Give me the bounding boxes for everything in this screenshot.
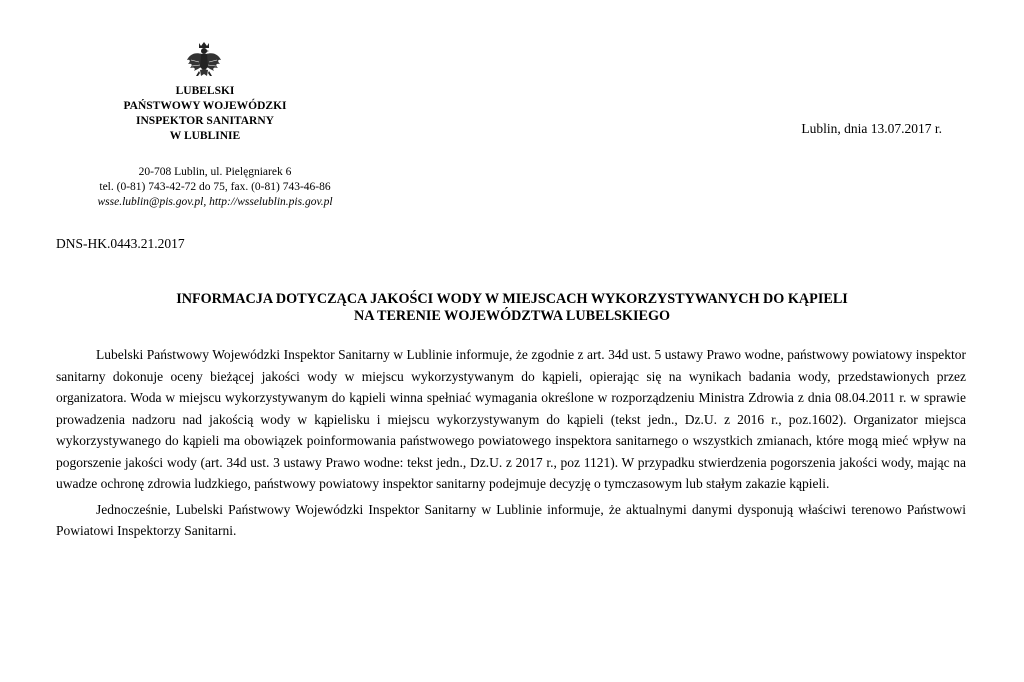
office-line: LUBELSKI — [175, 85, 235, 97]
document-title — [40, 291, 984, 325]
document-body — [56, 344, 966, 546]
letter-date: Lublin, dnia 13.07.2017 r. — [801, 121, 942, 136]
office-line: INSPEKTOR SANITARNY — [136, 115, 274, 127]
issuing-office — [90, 84, 320, 144]
phone-fax: tel. (0-81) 743-42-72 do 75, fax. (0-81) 743-46-86 — [99, 181, 331, 193]
office-line: W LUBLINIE — [169, 130, 241, 142]
eagle-emblem-icon — [185, 40, 223, 84]
office-line: PAŃSTWOWY WOJEWÓDZKI — [123, 100, 287, 112]
body-paragraph: Lubelski Państwowy Wojewódzki Inspektor Sanitarny w Lublinie informuje, że zgodnie z art. 34d ust. 5 ustawy Prawo wodne, państwowy powiatowy inspektor sanitarny dokonuje oceny bieżącej jakości wody w miejscu wykorzystywanym do kąpieli, opierając się na wynikach badania wody, przedstawionych przez organizatora. Woda w miejscu wykorzystywanym do kąpieli winna spełniać wymagania określone w rozporządzeniu Ministra Zdrowia z dnia 08.04.2011 r. w sprawie prowadzenia nadzoru nad jakością wody w kąpielisku i miejscu wykorzystywanym do kąpieli (tekst jedn., Dz.U. z 2016 r., poz.1602). Organizator miejsca wykorzystywanego do kąpieli ma obowiązek poinformowania państwowego powiatowego inspektora sanitarnego o wszystkich zmianach, które mogą mieć wpływ na pogorszenie jakości wody (art. 34d ust. 3 ustawy Prawo wodne: tekst jedn., Dz.U. z 2017 r., poz 1121). W przypadku stwierdzenia pogorszenia jakości wody, mając na uwadze ochronę zdrowia ludzkiego, państwowy powiatowy inspektor sanitarny podejmuje decyzję o tymczasowym lub stałym zakazie kąpieli. — [56, 347, 966, 491]
office-address-block — [50, 165, 380, 210]
street-address: 20-708 Lublin, ul. Pielęgniarek 6 — [138, 166, 292, 178]
email-website: wsse.lublin@pis.gov.pl, http://wsselublin.pis.gov.pl — [97, 196, 333, 208]
body-paragraph: Jednocześnie, Lubelski Państwowy Wojewódzki Inspektor Sanitarny w Lublinie informuje, że aktualnymi danymi dysponują właściwi terenowo Państwowi Powiatowi Inspektorzy Sanitarni. — [56, 501, 966, 538]
title-line: INFORMACJA DOTYCZĄCA JAKOŚCI WODY W MIEJSCACH WYKORZYSTYWANYCH DO KĄPIELI — [176, 291, 848, 307]
title-line: NA TERENIE WOJEWÓDZTWA LUBELSKIEGO — [353, 308, 671, 324]
reference-number: DNS-HK.0443.21.2017 — [56, 236, 185, 251]
